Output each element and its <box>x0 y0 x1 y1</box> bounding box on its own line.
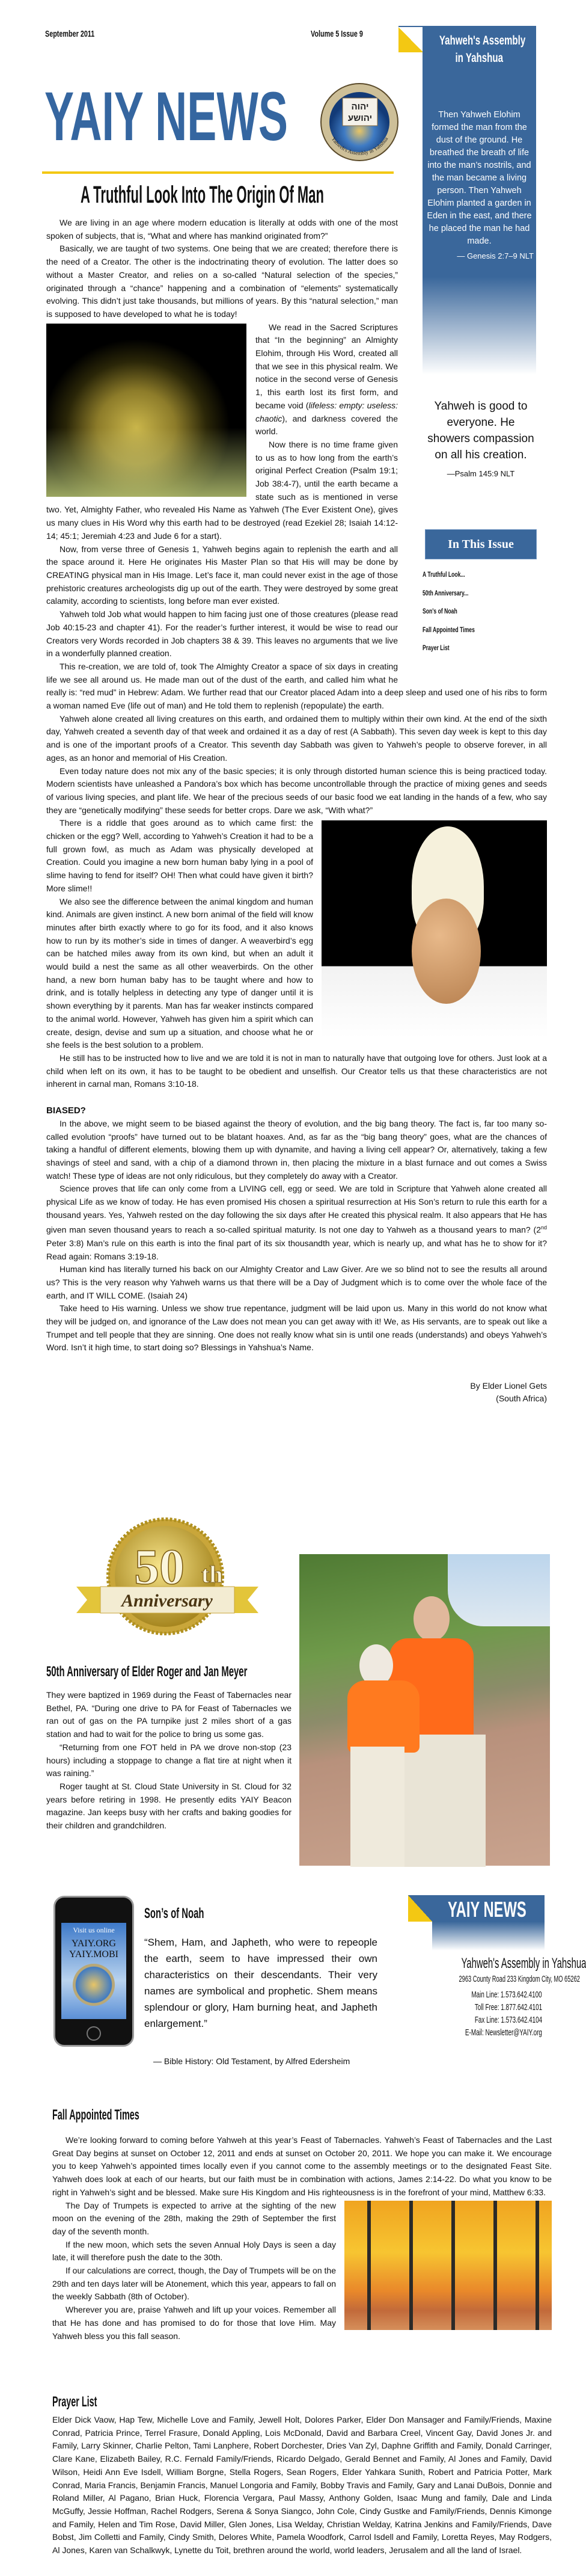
chick-and-egg-image <box>322 820 547 1038</box>
text-run: Science proves that life can only come from a LIVING cell, egg or seed. We are told in Scripture that Yahweh alone created all physical Life as we know of today. He has even promised His chosen a spiritual resurrection at His Son’s return to rule this earth for a thousand years. Yes, Yahweh rested on the day following the six days after He created this physical realm. It also appears that He has given man seven thousand years to reach a so-called spiritual maturity. Is not one day to Yahweh as a thousand years to man? (2 <box>46 1184 547 1235</box>
anniversary-badge <box>76 1519 258 1635</box>
logo-ring-text: Yahweh's Assembly in Yahshua <box>330 135 389 156</box>
contact-org-name: Yahweh's Assembly in Yahshua <box>461 1955 586 1972</box>
superscript: nd <box>540 1225 547 1231</box>
noah-citation: — Bible History: Old Testament, by Alfred Edersheim <box>153 2056 350 2066</box>
phone-promo-image <box>53 1896 134 2047</box>
title-rule <box>42 171 394 174</box>
anniversary-paragraph: “Returning from one FOT held in PA we drove non-stop (23 hours) including a stoppage to change a flat tire at night when it was raining.” <box>46 1742 291 1778</box>
contact-email-link[interactable]: E-Mail: Newsletter@YAIY.org <box>465 2027 542 2038</box>
paragraph: If our calculations are correct, though, the Day of Trumpets will be on the 29th and ten days later will be Atonement, which this year, appears to fall on the weekly Sabbath (8th of October). <box>52 2266 336 2302</box>
paragraph: The Day of Trumpets is expected to arrive at the sighting of the new moon on the evening of the 28th, making the 29th of September the first day of the seventh month. <box>52 2200 336 2236</box>
biased-heading: BIASED? <box>46 1105 86 1116</box>
paragraph: Even today nature does not mix any of the basic species; it is only through distorted human science this is being practiced today. Modern scientists have unleashed a Pandora’s box which has become uncontrollable through the practice of mixing genes and seeds of various living species, and plant life. We hear of the precious seeds of our basic food we eat landing in the hands of a few, who say they are “genetically modifying” these seeds for better crops. Dare we ask, “With what?” <box>46 766 547 815</box>
sidebar-verse-ref: — Genesis 2:7–9 NLT <box>457 251 534 260</box>
paragraph: Take heed to His warning. Unless we show true repentance, judgment will be laid upon us. Many in this world do not know what they will be judged on, and ignorance of the Law does not mean you can get away with it! We, as His servants, are to speak out like a Trumpet and tell people that they are sinning. One does not really know what sin is until one reads (understands) and obeys Yahweh’s Word. Isn’t it high time, to start doing so? Blessings in Yahshua’s Name. <box>46 1303 547 1353</box>
paragraph <box>46 1182 547 1263</box>
badge-number: 50 <box>134 1539 185 1595</box>
noah-heading: Son’s of Noah <box>144 1905 204 1922</box>
noah-quote: “Shem, Ham, and Japheth, who were to repeople the earth, seem to have impressed their own characteristics on their descendants. Their very names are symbolical and prophetic. Shem means splendour or glory, Ham burning heat, and Japheth enlargement.” <box>144 1937 377 2029</box>
sidebar-subtitle: in Yahshua <box>455 51 504 65</box>
issue-date: September 2011 <box>45 29 95 39</box>
phone-visit-text: Visit us online <box>73 1926 115 1934</box>
article-headline: A Truthful Look Into The Origin Of Man <box>81 182 324 208</box>
text-run: ), and darkness covered the world. <box>255 413 398 437</box>
emphasis-text: lifeless: empty: useless: chaotic <box>255 400 398 423</box>
paragraph: Wherever you are, praise Yahweh and lift up your voices. Remember all that He has done and has promised to do for those that love Him. May Yahweh bless you this fall season. <box>52 2305 336 2341</box>
paragraph: He still has to be instructed how to live and we are told it is not in man to naturally have that outgoing love for others. Just look at a child when left on its own, it has to be taught to be obedient and unselfish. Our Creator tells us that these characteristics are not inherent in carnal man, Romans 3:10-18. <box>46 1053 547 1089</box>
contact-address: 2963 County Road 233 Kingdom City, MO 65262 <box>459 1974 580 1984</box>
paragraph: If the new moon, which sets the seven Annual Holy Days is seen a day late, it will therefore push the date to the 30th. <box>52 2239 336 2263</box>
text-run: Peter 3:8) Man’s rule on this earth is into the final part of its six thousandth year, which is nearly up, and what has he to show for it? Read again: Romans 3:19-18. <box>46 1238 547 1261</box>
contact-block <box>385 1955 586 2040</box>
logo-hebrew-2: יהושע <box>347 113 373 123</box>
sidebar-spacer <box>398 217 547 686</box>
badge-ribbon-text: Anniversary <box>121 1591 213 1611</box>
sidebar-quote: Yahweh is good to everyone. He showers compassion on all his creation. <box>427 400 534 461</box>
issue-volume: Volume 5 Issue 9 <box>311 29 363 39</box>
anniversary-caption: 50th Anniversary of Elder Roger and Jan Meyer <box>46 1664 248 1680</box>
toc-item[interactable]: 50th Anniversary... <box>423 588 469 597</box>
toc-item[interactable]: Prayer List <box>423 644 450 652</box>
prayer-list-text: Elder Dick Vaow, Hap Tew, Michelle Love and Family, Jewell Holt, Dolores Parker, Elder Don Mansager and Family/Friends, Maxine Conrad, Patricia Prince, Terrel Frasure, Donald Appling, Lois McDonald, David and Barbara Creel, Vincent Gay, David Jones Jr. and Family, Larry Skinner, Charlie Pelton, Tami Lanphere, Robert Dorchester, Dries Van Zyl, Daphne Griffith and Family, Donald Carringer, Clare Kane, Elizabeth Bailey, R.C. Fernald Family/Friends, Ricardo Delgado, Gerald Bennet and Family, Al Jones and Family, David Wilson, Heidi Ann Eve Isdell, William Borgne, Stella Rogers, Sean Rogers, Elder Yahkara Sunith, Robert and Patricia Potter, Mark Conrad, Maria Francis, Benjamin Francis, Manuel Longoria and Family, Bobby Travis and Family, Gary and Lanai DuBois, Donnie and Roland Miller, Al Pagano, Brian Huck, Florencia Vergara, Paul Massy, Anthony Golden, Isaac Mung and family, Dale and Linda McGuffy, Jessie Hoffman, Rachel Rodgers, Serena & Sonya Siangco, John Cole, Cindy Gustke and Family/Friends, Dennis Kimonge and Family, Helen and Tim Rose, David Miller, Glen Jones, Lisa Welday, Christian Welday, Katrina Jenkins and Family/Friends, Dave Bobst, Jim Colletti and Family, Cindy Smith, Delores White, Pamela Woodfork, Carrol Isdell and Family, Loretta Reyes, May Rodgers, Al Jones, Karen van Schalkwyk, Lynette du Toit, brethren around the world, world leaders, Jerusalem and all the land of Israel. <box>52 2415 552 2556</box>
fall-article <box>52 2134 552 2343</box>
couple-photo <box>299 1554 550 1866</box>
paragraph: There is a riddle that goes around as to which came first: the chicken or the egg? Well, according to Yahweh’s Creation it had to be a full grown fowl, as much as Adam was physically developed at Creation. Could you imagine a new born human baby lying in a pool of slime having to fend for itself? OH! Then what could have given it birth? More slime!! <box>46 818 313 893</box>
contact-main-line: Main Line: 1.573.642.4100 <box>471 1990 542 2000</box>
newsletter-title: YAIY NEWS <box>44 78 288 155</box>
byline-location: (South Africa) <box>496 1394 547 1404</box>
sidebar-quote-ref: —Psalm 145:9 NLT <box>447 469 515 478</box>
phone-url-mobi: YAIY.MOBI <box>69 1949 118 1960</box>
toc-item[interactable]: A Truthful Look... <box>423 570 465 579</box>
sidebar-corner-icon <box>398 26 423 52</box>
badge-suffix: th <box>201 1561 223 1588</box>
circuit-hand-image <box>46 324 246 497</box>
phone-url-org: YAIY.ORG <box>72 1938 116 1949</box>
byline-name: By Elder Lionel Gets <box>470 1381 547 1391</box>
paragraph: Now, from verse three of Genesis 1, Yahweh begins again to replenish the earth and all the space around it. Here He originates His Master Plan so that His will may be done by CREATING physical man in His Image. Let’s face it, man could never exist in the age of those prehistoric creatures archeologists dig up out of the earth. They were destroyed by some great calamity, according to scientists, long before man ever existed. <box>46 544 398 606</box>
paragraph: This re-creation, we are told of, took The Almighty Creator a space of six days in creating life we see all around us. He made man out of the dust of the earth, and called him what he really is: “red mud” in Hebrew: Adam. We further read that our Creator placed Adam into a deep sleep and used one of his ribs to form a woman named Eve (life out of man) and He told them to replenish (repopulate) the earth. <box>46 661 547 711</box>
anniversary-text <box>46 1689 291 1833</box>
contact-fax: Fax Line: 1.573.642.4104 <box>474 2015 542 2025</box>
fall-heading: Fall Appointed Times <box>52 2107 139 2123</box>
sidebar-verse: Then Yahweh Elohim formed the man from the dust of the ground. He breathed the breath of life into the man’s nostrils, and the man became a living person. Then Yahweh Elohim planted a garden in Eden in the east, and there he placed the man he had made. <box>427 110 532 246</box>
anniversary-paragraph: Roger taught at St. Cloud State University in St. Cloud for 32 years before retiring in 1998. He presently edits YAIY Beacon magazine. Jan keeps busy with her crafts and baking goodies for their children and grandchildren. <box>46 1781 291 1831</box>
prayer-heading: Prayer List <box>52 2394 97 2410</box>
logo-hebrew-1: יהוה <box>351 102 369 112</box>
in-this-issue-header: In This Issue <box>425 529 537 559</box>
text-run: We read in the Sacred Scriptures that “In the beginning” an Almighty Elohim, through His Word, created all that we see in this physical realm. We notice in the second verse of Genesis 1, this earth lost its first form, and became void ( <box>255 322 398 410</box>
paragraph: Now there is no time frame given to us as to how long from the earth’s original Perfect Creation (Psalm 19:1; Job 38:4-7), until the earth became a state such as is mentioned in verse two. Yet, Almighty Father, who revealed His Name as Yahweh (The Ever Existent One), gives us many clues in His Word why this earth had to be destroyed (read Ezekiel 28; Isaiah 14:12-14; 45:1; Jeremiah 4:23 and Jude 6 for a start). <box>46 439 398 541</box>
fall-paragraph: We’re looking forward to coming before Yahweh at this year’s Feast of Tabernacles. Yahweh’s Feast of Tabernacles and the Last Great Day begins at sunset on October 12, 2011 and ends at sunset on October 20, 2011. We hope you can make it. We encourage you to keep Yahweh’s appointed times locally even if you cannot come to the assembly meetings or to the designated Feast Site. Yahweh does look at each of our hearts, but our faith must be in combination with actions, James 2:14-22. Do what you know to be right in Yahweh’s sight and be blessed. Make sure His Kingdom and His righteousness is in the forefront of your mind, Matthew 6:33. <box>52 2135 552 2197</box>
main-article <box>46 217 547 1405</box>
paragraph: Basically, we are taught of two systems. One being that we are created; therefore there is the need of a Creator. The other is the indoctrinating theory of evolution. The latter does so without a Master Creator, and relies on a so-called “Natural selection of the species,” originated through a “chance” happening and a combination of “elements” systematically evolving. This didn’t just take thousands, but millions of years. By this “natural selection,” man is supposed to have developed to what he is today! <box>46 244 398 319</box>
contact-banner <box>408 1895 545 1950</box>
paragraph: We also see the difference between the animal kingdom and human kind. Animals are given instinct. A new born animal of the field will know minutes after birth exactly where to go for its food, and it also knows how to run by its mother’s side in times of danger. A weaverbird’s egg can be hatched miles away from its own kind, but when an adult it would build a nest the same as all other weaverbirds. On the other hand, a new born human baby has to be taught where and how to drink, and is totally helpless in detecting any type of danger until it is shown everything by it parents. Man has far weaker instincts compared to the animal world. However, Yahweh has given him a spirit which can create, design, devise and sum up a situation, and choose what he or she feels is the best solution to a problem. <box>46 896 313 1050</box>
contact-banner-title: YAIY NEWS <box>448 1897 526 1922</box>
contact-toll-free: Toll Free: 1.877.642.4101 <box>474 2002 542 2012</box>
toc-item[interactable]: Fall Appointed Times <box>423 625 475 634</box>
sidebar-title: Yahweh's Assembly <box>439 34 526 48</box>
paragraph: Yahweh alone created all living creatures on this earth, and ordained them to multiply within their own kind. At the end of the sixth day, Yahweh created a seventh day of that week and ordained it as a day of rest (A Sabbath). This seven day week is kept to this day and is one of the important proofs of a Creator. This seventh day Sabbath was given to Yahweh’s people to observe forever, in all ages, as an honor and memorial of His Creation. <box>46 713 547 763</box>
paragraph: In the above, we might seem to be biased against the theory of evolution, and the big bang theory. The fact is, far too many so-called evolution “proofs” have turned out to be blatant hoaxes. And, as far as the “big bang theory” goes, what are the chances of taking a handful of different elements, blowing them up with dynamite, and having a living cell appear? Or, alternatively, taking a few shavings of steel and sand, with a chip of a diamond thrown in, then placing the mixture in a blast furnace and out comes a Swiss watch! These type of ideas are not only ridiculous, but they completely do away with a Creator. <box>46 1118 547 1181</box>
autumn-forest-image <box>344 2201 552 2330</box>
paragraph: Yahweh told Job what would happen to him facing just one of those creatures (please read Job 40:15-23 and chapter 41). For the reader’s further interest, it would be wise to read our Creators very Words recorded in Job chapters 38 & 39. This leaves no arguments that we live in a wonderfully planned creation. <box>46 609 398 659</box>
anniversary-paragraph: They were baptized in 1969 during the Feast of Tabernacles near Bethel, PA. “During one drive to PA for Feast of Tabernacles we ran out of gas on the PA turnpike just 2 miles short of a gas station and had to wait for the police to bring us some gas. <box>46 1690 291 1739</box>
paragraph: We are living in an age where modern education is literally at odds with one of the most spoken of subjects, that is, “What and where has mankind originated from?” <box>46 218 398 241</box>
toc-item[interactable]: Son's of Noah <box>423 607 457 615</box>
assembly-logo <box>319 82 401 162</box>
paragraph: Human kind has literally turned his back on our Almighty Creator and Law Giver. Are we so blind not to see the results all around us? This is the very reason why Yahweh warns us that there will be a Day of Judgment which is to come over the whole face of the earth, and IT WILL COME. (Isaiah 24) <box>46 1264 547 1300</box>
